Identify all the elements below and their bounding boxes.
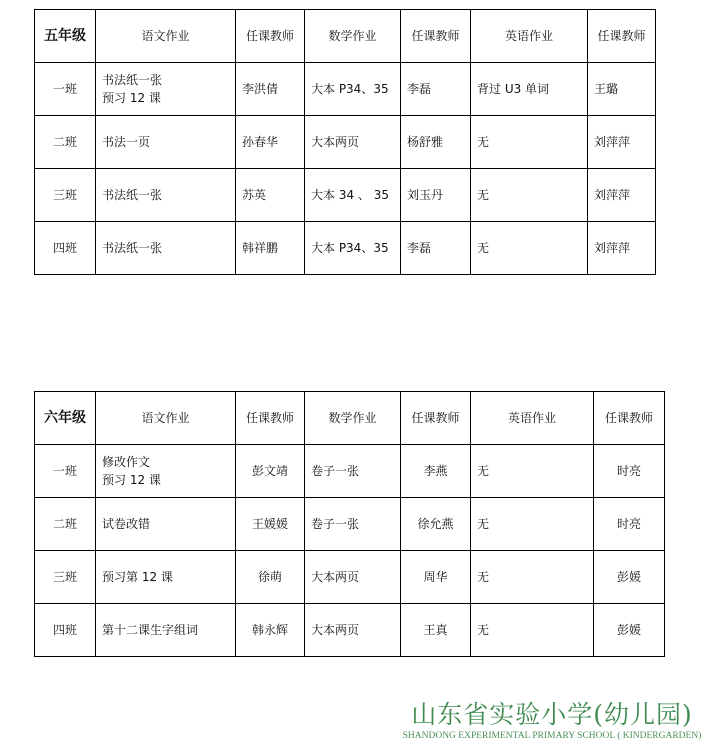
chinese-teacher: 李洪倩: [236, 63, 305, 116]
english-homework: 无: [471, 169, 588, 222]
header-math-teacher: 任课教师: [401, 10, 471, 63]
math-homework: 大本两页: [305, 116, 401, 169]
english-homework: 无: [471, 604, 594, 657]
table-row: [35, 445, 665, 498]
english-teacher: 时亮: [594, 498, 665, 551]
chinese-teacher: 韩祥鹏: [236, 222, 305, 275]
school-name-chinese: 山东省实验小学(幼儿园): [411, 700, 693, 729]
english-teacher: 刘萍萍: [588, 169, 656, 222]
chinese-homework: 书法纸一张: [96, 169, 236, 222]
chinese-homework: 预习第 12 课: [96, 551, 236, 604]
english-homework: 无: [471, 222, 588, 275]
math-teacher: 李燕: [401, 445, 471, 498]
class-name: 三班: [35, 551, 96, 604]
chinese-teacher: 韩永辉: [236, 604, 305, 657]
table-row: [35, 169, 656, 222]
header-math-homework: 数学作业: [305, 392, 401, 445]
table-row: [35, 116, 656, 169]
chinese-teacher: 徐萌: [236, 551, 305, 604]
math-teacher: 杨舒雅: [401, 116, 471, 169]
class-name: 一班: [35, 445, 96, 498]
chinese-teacher: 王媛媛: [236, 498, 305, 551]
header-english-homework: 英语作业: [471, 392, 594, 445]
class-name: 二班: [35, 498, 96, 551]
class-name: 四班: [35, 604, 96, 657]
header-english-teacher: 任课教师: [588, 10, 656, 63]
english-teacher: 时亮: [594, 445, 665, 498]
table-header-row: [35, 392, 665, 445]
class-name: 三班: [35, 169, 96, 222]
math-teacher: 周华: [401, 551, 471, 604]
english-homework: 无: [471, 445, 594, 498]
class-name: 四班: [35, 222, 96, 275]
chinese-homework: 第十二课生字组词: [96, 604, 236, 657]
math-teacher: 李磊: [401, 63, 471, 116]
english-teacher: 刘萍萍: [588, 222, 656, 275]
math-homework: 卷子一张: [305, 498, 401, 551]
math-homework: 大本两页: [305, 551, 401, 604]
math-homework: 卷子一张: [305, 445, 401, 498]
english-homework: 无: [471, 116, 588, 169]
grade6-homework-table: [34, 391, 665, 657]
header-math-homework: 数学作业: [305, 10, 401, 63]
english-teacher: 刘萍萍: [588, 116, 656, 169]
school-name-english: SHANDONG EXPERIMENTAL PRIMARY SCHOOL ( KINDERGARDEN): [402, 731, 702, 741]
class-name: 二班: [35, 116, 96, 169]
header-chinese-teacher: 任课教师: [236, 392, 305, 445]
table-row: [35, 551, 665, 604]
table-row: [35, 222, 656, 275]
chinese-homework: 书法纸一张: [96, 222, 236, 275]
class-name: 一班: [35, 63, 96, 116]
header-chinese-teacher: 任课教师: [236, 10, 305, 63]
grade-label: 六年级: [35, 392, 96, 445]
chinese-teacher: 彭文靖: [236, 445, 305, 498]
math-homework: 大本 34 、 35: [305, 169, 401, 222]
english-homework: 背过 U3 单词: [471, 63, 588, 116]
chinese-homework: 书法一页: [96, 116, 236, 169]
grade5-homework-table: [34, 9, 656, 275]
table-row: [35, 63, 656, 116]
math-homework: 大本 P34、35: [305, 222, 401, 275]
header-chinese-homework: 语文作业: [96, 10, 236, 63]
school-logo: [402, 700, 702, 742]
chinese-homework: 书法纸一张 预习 12 课: [96, 63, 236, 116]
math-teacher: 王真: [401, 604, 471, 657]
math-teacher: 李磊: [401, 222, 471, 275]
header-english-teacher: 任课教师: [594, 392, 665, 445]
math-teacher: 徐允燕: [401, 498, 471, 551]
english-homework: 无: [471, 498, 594, 551]
chinese-homework: 试卷改错: [96, 498, 236, 551]
math-teacher: 刘玉丹: [401, 169, 471, 222]
header-math-teacher: 任课教师: [401, 392, 471, 445]
table-row: [35, 498, 665, 551]
math-homework: 大本两页: [305, 604, 401, 657]
header-chinese-homework: 语文作业: [96, 392, 236, 445]
chinese-teacher: 苏英: [236, 169, 305, 222]
english-teacher: 彭媛: [594, 551, 665, 604]
table-header-row: [35, 10, 656, 63]
chinese-homework: 修改作文 预习 12 课: [96, 445, 236, 498]
english-teacher: 王璐: [588, 63, 656, 116]
table-row: [35, 604, 665, 657]
math-homework: 大本 P34、35: [305, 63, 401, 116]
grade-label: 五年级: [35, 10, 96, 63]
header-english-homework: 英语作业: [471, 10, 588, 63]
chinese-teacher: 孙春华: [236, 116, 305, 169]
english-teacher: 彭媛: [594, 604, 665, 657]
english-homework: 无: [471, 551, 594, 604]
